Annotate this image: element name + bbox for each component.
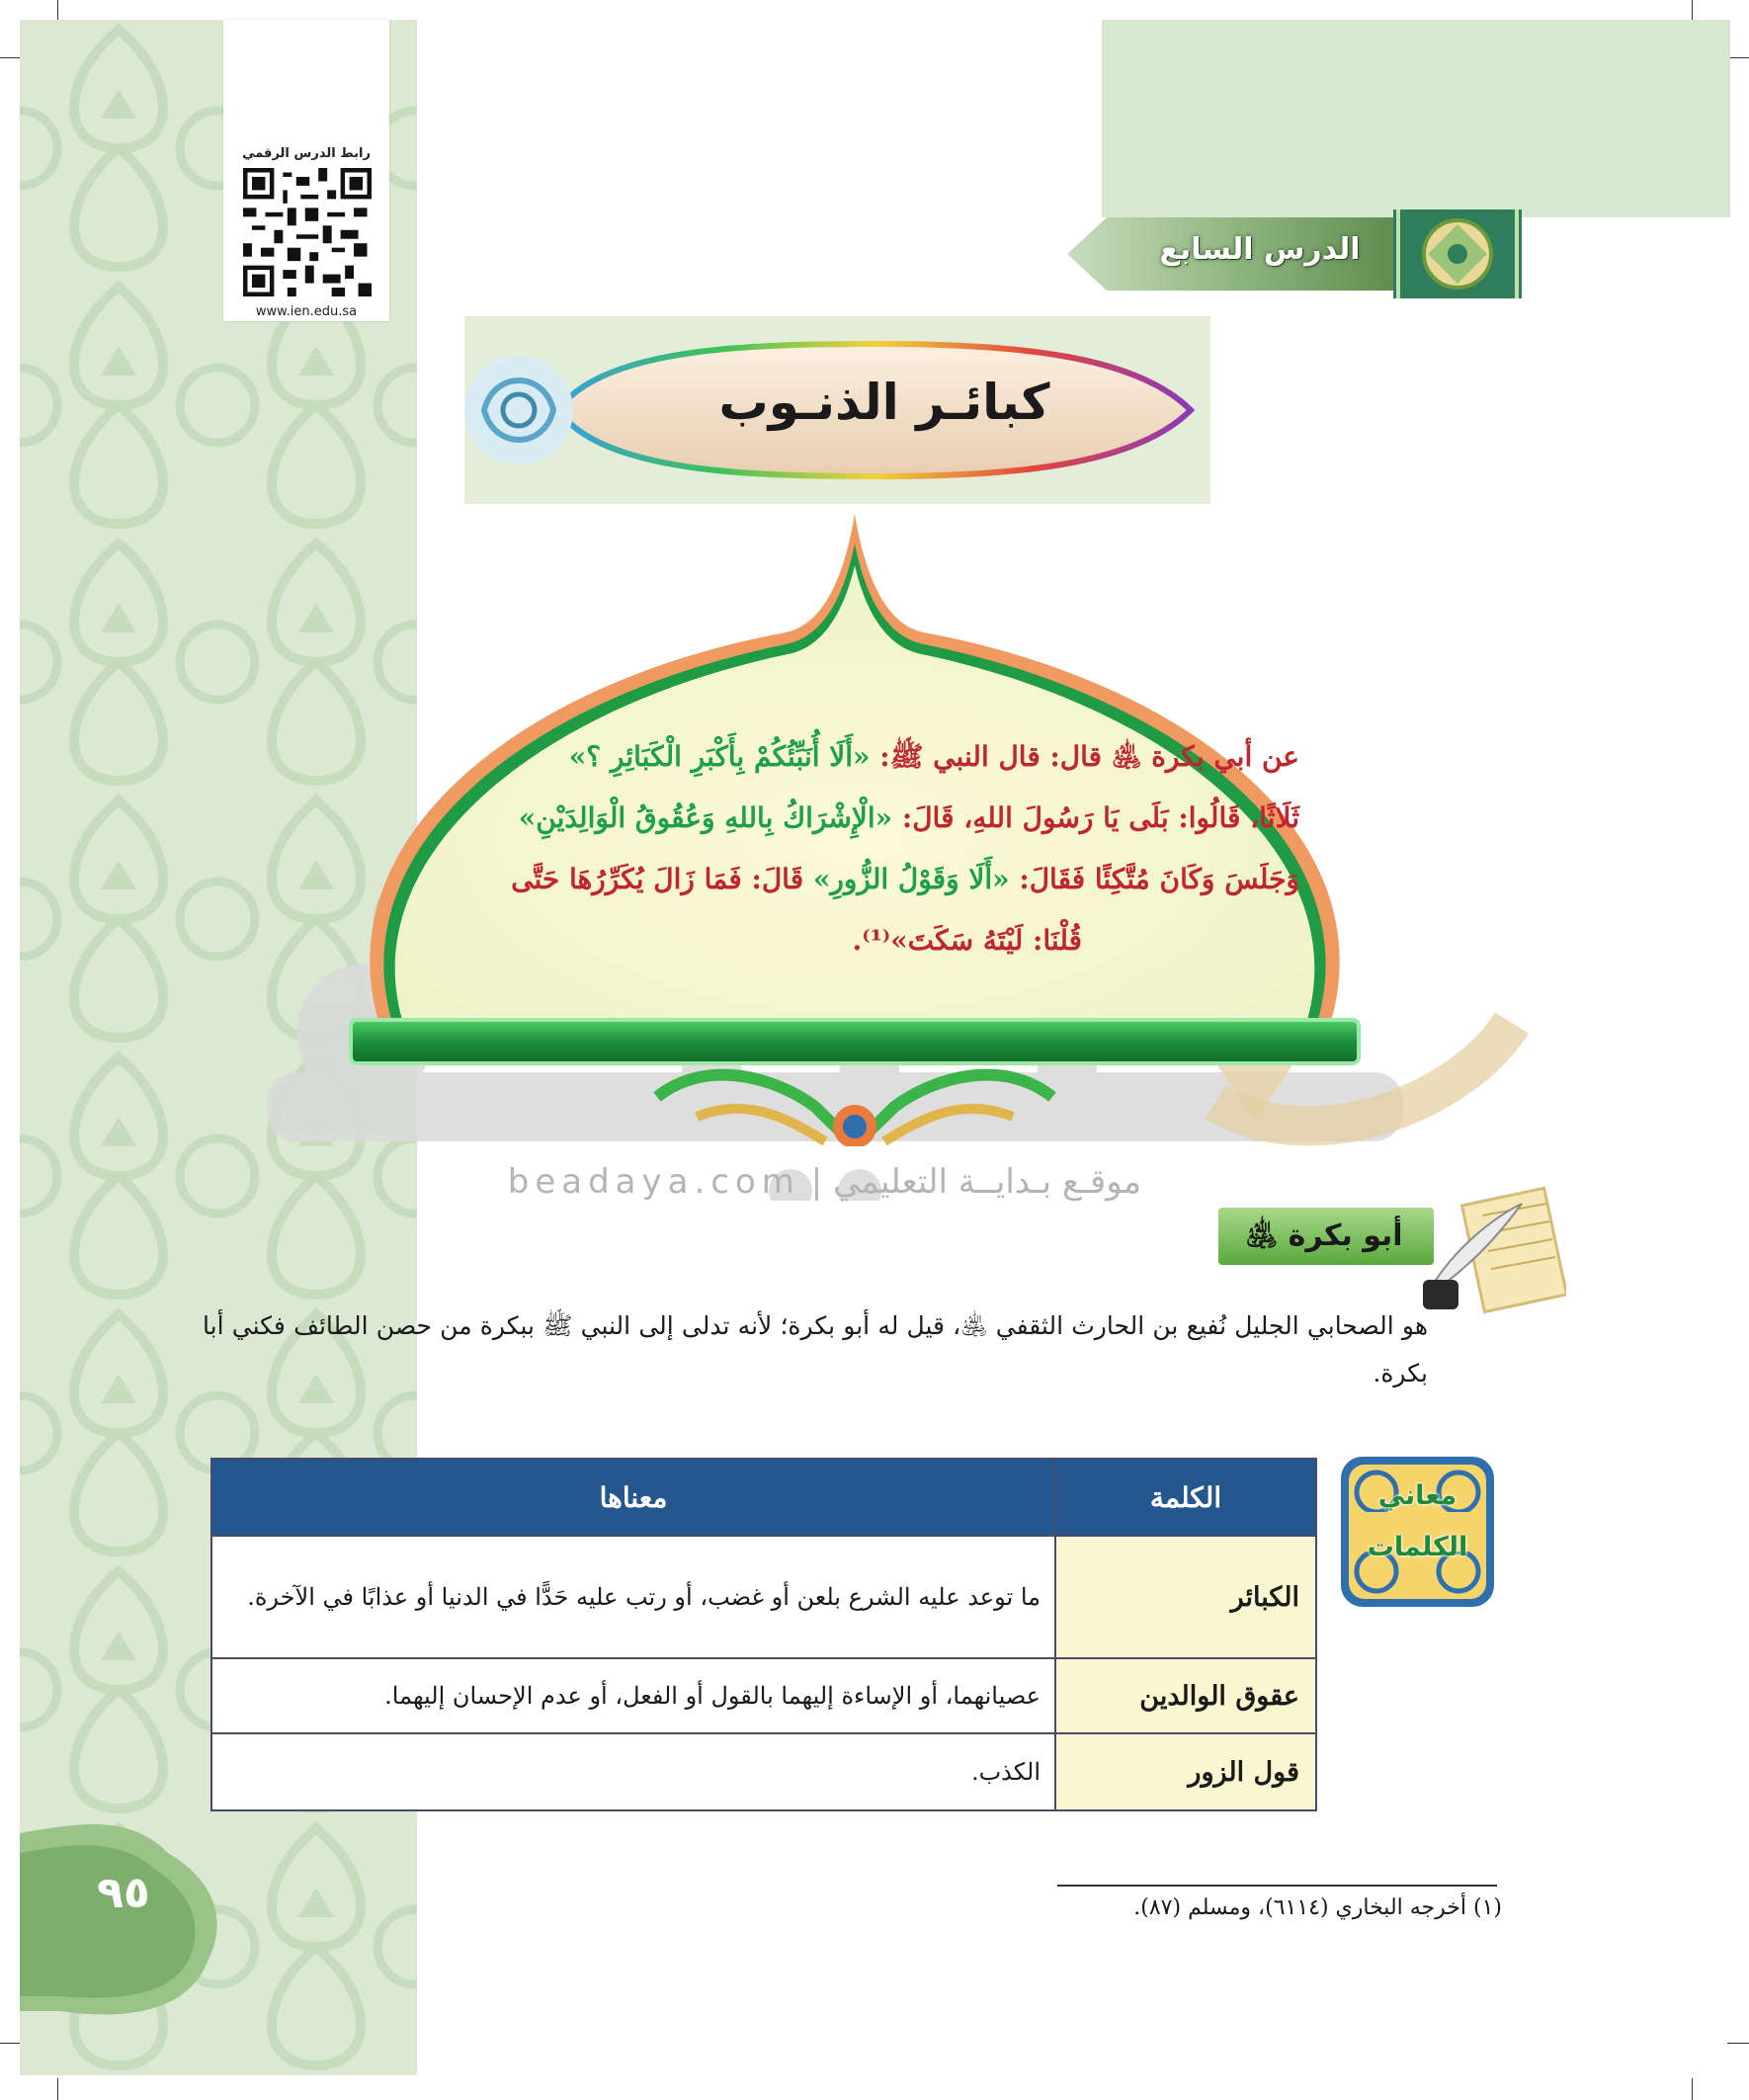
hadith-line xyxy=(390,788,1299,849)
badge-label: الكلمات xyxy=(1367,1532,1468,1562)
hadith-quote: «أَلَا وَقَوْلُ الزُّورِ» xyxy=(812,863,1010,895)
page-number: ٩٥ xyxy=(97,1868,150,1918)
companion-title: أبو بكرة ﵁ xyxy=(1245,1218,1403,1253)
watermark-text: موقـع بـدايــة التعليمي | beadaya.com xyxy=(507,1162,1141,1202)
header-color-block xyxy=(1102,20,1730,217)
hadith-intro: عن أبي بكرة ﵁ قال: قال النبي ﷺ: xyxy=(870,740,1299,773)
lesson-label: الدرس السابع xyxy=(1159,232,1361,267)
crop-mark xyxy=(57,2078,58,2100)
vocab-meaning: عصيانهما، أو الإساءة إليهما بالقول أو الفعل، أو عدم الإحسان إليهما. xyxy=(211,1658,1055,1733)
crop-mark xyxy=(1727,57,1749,58)
hadith-narration: وَجَلَسَ وَكَانَ مُتَّكِئًا فَقَالَ: xyxy=(1009,863,1299,895)
table-row xyxy=(211,1536,1316,1658)
qr-code-icon[interactable] xyxy=(243,168,372,296)
column-header-word: الكلمة xyxy=(1055,1459,1316,1536)
crop-mark xyxy=(1692,2078,1693,2100)
footnote: (١) أخرجه البخاري (٦١١٤)، ومسلم (٨٧). xyxy=(1133,1895,1502,1920)
table-header-row xyxy=(211,1459,1316,1536)
vocab-word: عقوق الوالدين xyxy=(1055,1658,1316,1733)
hadith-quote: «أَلَا أُنَبِّئُكُمْ بِأَكْبَرِ الْكَبَائِرِ ؟» xyxy=(568,740,871,773)
ornament-icon xyxy=(464,356,573,464)
table-row xyxy=(211,1733,1316,1810)
crop-mark xyxy=(0,2043,22,2044)
crop-mark xyxy=(1692,0,1693,22)
lesson-title: كبائـر الذنـوب xyxy=(718,374,1050,431)
quill-inkwell-icon xyxy=(1418,1186,1566,1314)
ornament-icon xyxy=(657,1075,1052,1146)
vocab-meaning: الكذب. xyxy=(211,1733,1055,1810)
hadith-narration: ثَلَاثًا، قَالُوا: بَلَى يَا رَسُولَ اللهِ، قَالَ: xyxy=(892,801,1299,834)
table-row xyxy=(211,1658,1316,1733)
vocab-word: الكبائر xyxy=(1055,1536,1316,1658)
qr-card[interactable] xyxy=(223,20,389,321)
hadith-text xyxy=(390,726,1299,971)
hadith-narration: قَالَ: فَمَا زَالَ يُكَرِّرُهَا حَتَّى xyxy=(511,863,813,895)
hadith-line xyxy=(390,849,1299,910)
hadith-line: قُلْنَا: لَيْتَهُ سَكَتَ»⁽¹⁾. xyxy=(852,924,1082,957)
vocab-word: قول الزور xyxy=(1055,1733,1316,1810)
hadith-line xyxy=(390,726,1299,788)
hadith-quote: «الْإِشْرَاكُ بِاللهِ وَعُقُوقُ الْوَالِدَيْنِ» xyxy=(518,801,893,834)
qr-caption: رابط الدرس الرقمي xyxy=(242,146,371,161)
crop-mark xyxy=(57,0,58,22)
vocab-meaning: ما توعد عليه الشرع بلعن أو غضب، أو رتب عليه حَدًّا في الدنيا أو عذابًا في الآخرة. xyxy=(211,1536,1055,1658)
crop-mark xyxy=(1727,2043,1749,2044)
vocabulary-table xyxy=(210,1458,1317,1811)
qr-url[interactable]: www.ien.edu.sa xyxy=(255,304,358,319)
companion-description: هو الصحابي الجليل نُفيع بن الحارث الثقفي ﵁، قيل له أبو بكرة؛ لأنه تدلى إلى النبي ﷺ ببكرة من حصن الطائف فكني أبا بكرة. xyxy=(203,1311,1428,1387)
crop-mark xyxy=(0,57,22,58)
column-header-meaning: معناها xyxy=(211,1459,1055,1536)
footnote-divider xyxy=(1057,1885,1497,1887)
badge-label: معاني xyxy=(1377,1480,1458,1511)
